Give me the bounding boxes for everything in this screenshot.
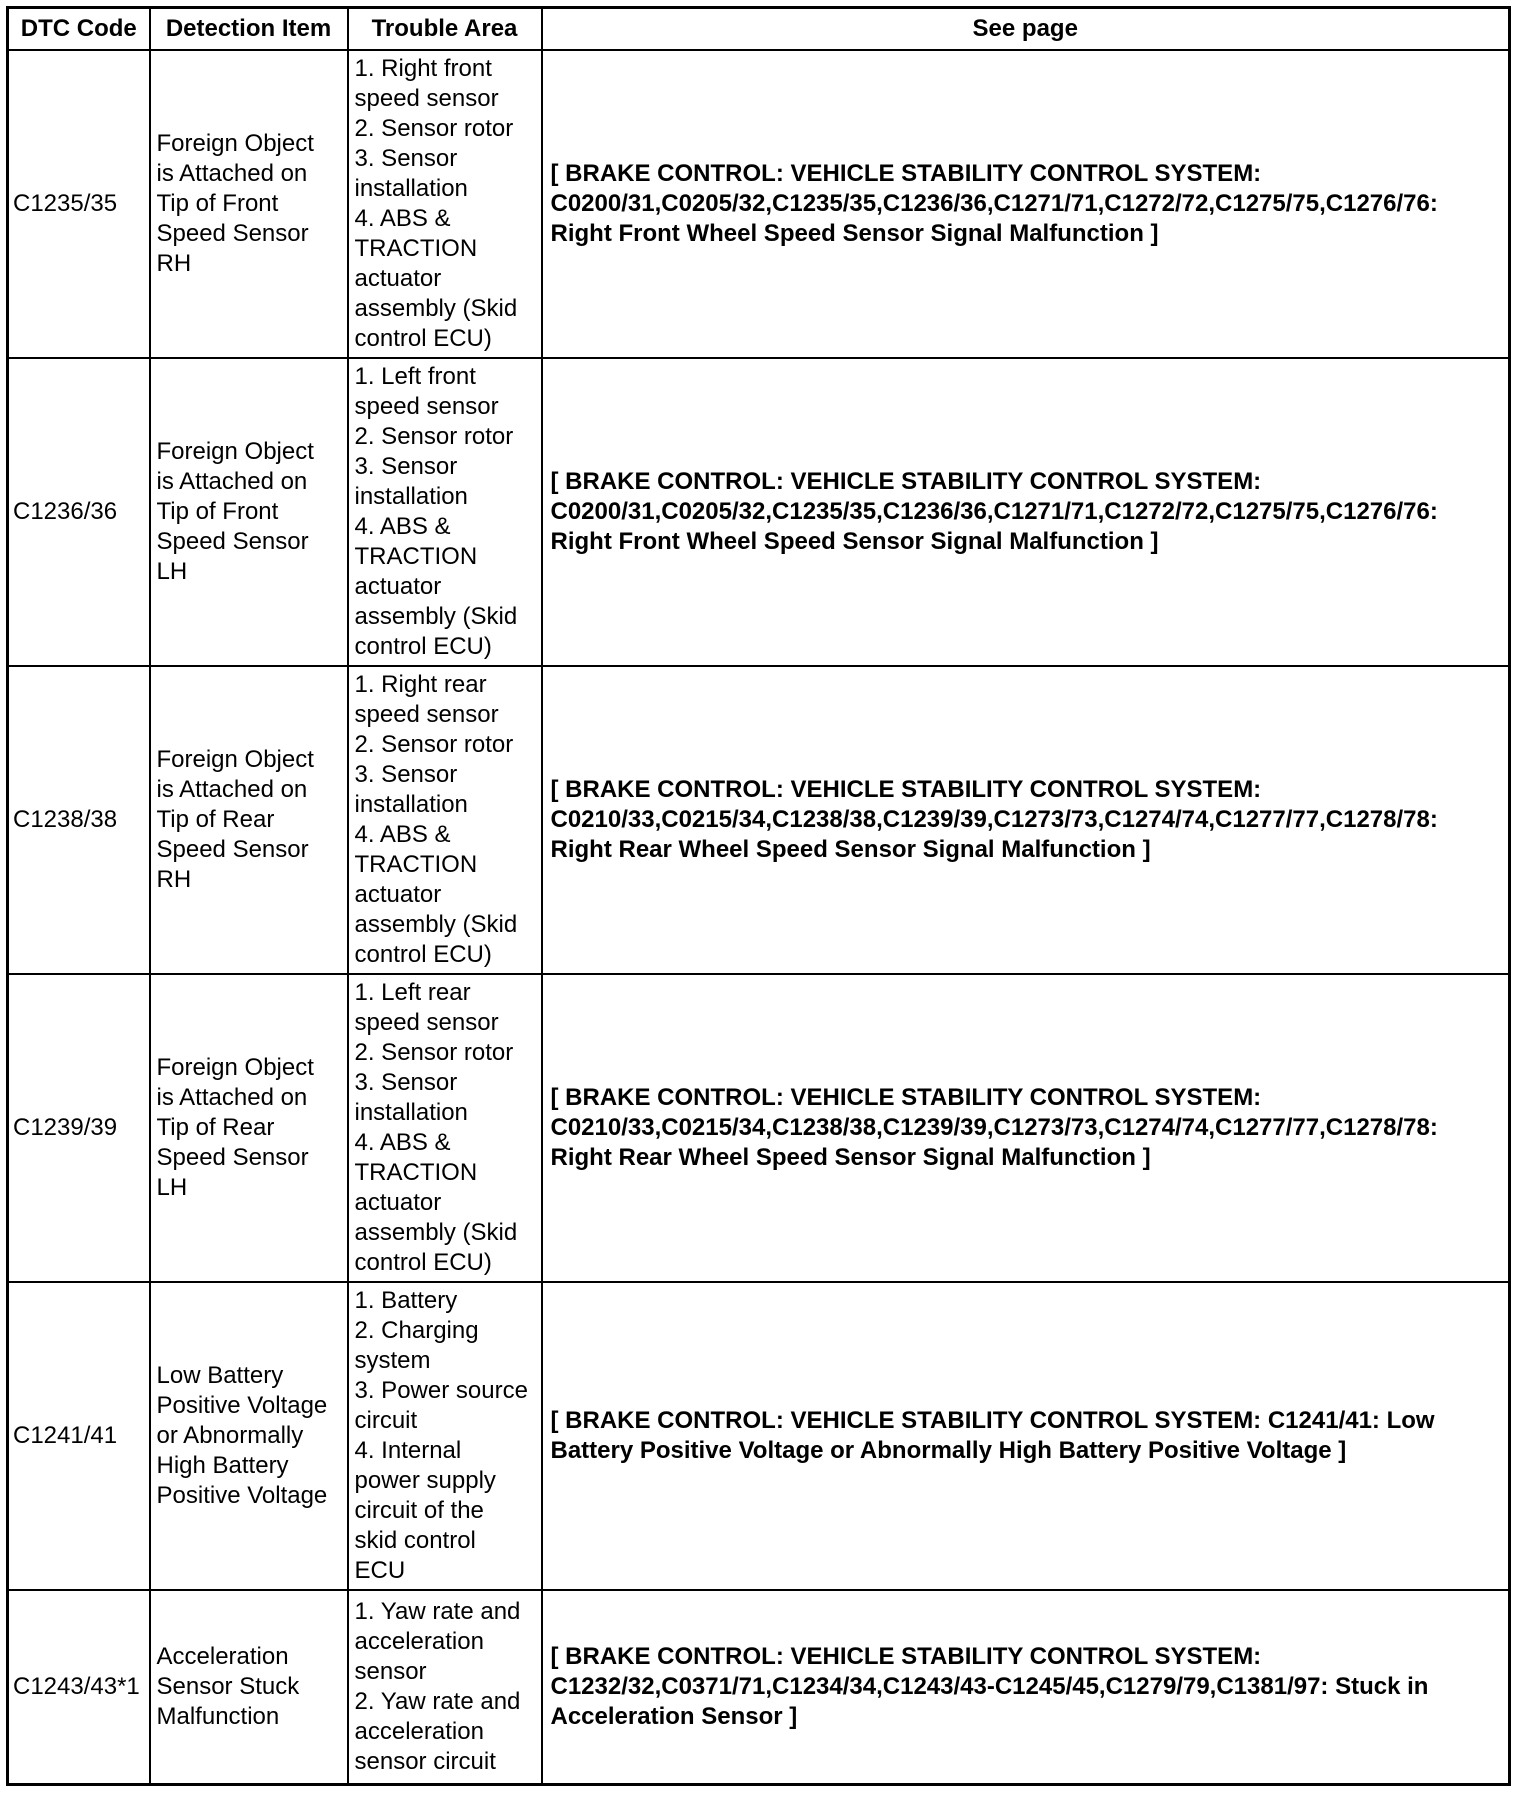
- trouble-line: 2. Sensor rotor: [354, 115, 514, 142]
- table-row: [8, 358, 1510, 666]
- see-page-line: C0200/31,C0205/32,C1235/35,C1236/36,C1271/71,C1272/72,C1275/75,C1276/76:: [550, 190, 1438, 217]
- table-row: [8, 1282, 1510, 1590]
- header-dtc-code: DTC Code: [8, 8, 150, 51]
- header-trouble-area: Trouble Area: [348, 8, 542, 51]
- trouble-line: 3. Sensor: [354, 145, 458, 172]
- trouble-area-cell: [348, 666, 542, 974]
- trouble-area-cell: [348, 358, 542, 666]
- trouble-line: speed sensor: [354, 393, 499, 420]
- see-page-line: C0210/33,C0215/34,C1238/38,C1239/39,C1273/73,C1274/74,C1277/77,C1278/78:: [550, 806, 1438, 833]
- detection-line: Tip of Rear: [156, 1114, 275, 1141]
- detection-line: is Attached on: [156, 160, 308, 187]
- dtc-code-cell: C1236/36: [8, 358, 150, 666]
- trouble-line: sensor circuit: [354, 1748, 496, 1775]
- dtc-code-cell: C1238/38: [8, 666, 150, 974]
- trouble-line: 2. Yaw rate and: [354, 1688, 521, 1715]
- trouble-line: control ECU): [354, 633, 492, 660]
- trouble-line: TRACTION: [354, 543, 478, 570]
- trouble-line: actuator: [354, 1189, 442, 1216]
- trouble-line: 2. Sensor rotor: [354, 423, 514, 450]
- detection-line: Speed Sensor: [156, 836, 309, 863]
- trouble-line: installation: [354, 483, 468, 510]
- detection-line: LH: [156, 1174, 188, 1201]
- trouble-line: 2. Sensor rotor: [354, 731, 514, 758]
- see-page-line: [ BRAKE CONTROL: VEHICLE STABILITY CONTROL SYSTEM: C1241/41: Low: [550, 1407, 1435, 1434]
- detection-line: Foreign Object: [156, 438, 314, 465]
- see-page-line: Battery Positive Voltage or Abnormally High Battery Positive Voltage ]: [550, 1437, 1347, 1464]
- header-detection-item: Detection Item: [150, 8, 348, 51]
- detection-item-cell: [150, 1282, 348, 1590]
- detection-item-cell: [150, 666, 348, 974]
- detection-line: Tip of Front: [156, 190, 279, 217]
- trouble-line: TRACTION: [354, 851, 478, 878]
- dtc-code-cell: C1239/39: [8, 974, 150, 1282]
- trouble-line: speed sensor: [354, 85, 499, 112]
- trouble-line: speed sensor: [354, 701, 499, 728]
- trouble-line: installation: [354, 175, 468, 202]
- trouble-line: assembly (Skid: [354, 1219, 518, 1246]
- see-page-line: Right Front Wheel Speed Sensor Signal Malfunction ]: [550, 220, 1159, 247]
- detection-line: RH: [156, 250, 192, 277]
- see-page-line: [ BRAKE CONTROL: VEHICLE STABILITY CONTROL SYSTEM:: [550, 160, 1262, 187]
- trouble-line: assembly (Skid: [354, 603, 518, 630]
- detection-line: Tip of Rear: [156, 806, 275, 833]
- detection-item-cell: [150, 358, 348, 666]
- trouble-line: 4. ABS &: [354, 513, 451, 540]
- detection-line: Low Battery: [156, 1362, 284, 1389]
- detection-line: Speed Sensor: [156, 1144, 309, 1171]
- trouble-line: installation: [354, 791, 468, 818]
- detection-item-cell: [150, 50, 348, 358]
- table-row: [8, 666, 1510, 974]
- trouble-line: TRACTION: [354, 235, 478, 262]
- see-page-link[interactable]: [542, 358, 1510, 666]
- trouble-line: 1. Left rear: [354, 979, 471, 1006]
- trouble-line: 4. ABS &: [354, 821, 451, 848]
- table-row: [8, 974, 1510, 1282]
- table-row: [8, 50, 1510, 358]
- see-page-line: [ BRAKE CONTROL: VEHICLE STABILITY CONTROL SYSTEM:: [550, 468, 1262, 495]
- detection-line: Positive Voltage: [156, 1392, 328, 1419]
- detection-line: Foreign Object: [156, 746, 314, 773]
- trouble-line: sensor: [354, 1658, 427, 1685]
- detection-line: RH: [156, 866, 192, 893]
- see-page-link[interactable]: [542, 1282, 1510, 1590]
- trouble-line: speed sensor: [354, 1009, 499, 1036]
- trouble-line: actuator: [354, 265, 442, 292]
- trouble-line: actuator: [354, 881, 442, 908]
- table-row: [8, 1590, 1510, 1785]
- trouble-line: 2. Charging: [354, 1317, 479, 1344]
- see-page-line: Right Rear Wheel Speed Sensor Signal Malfunction ]: [550, 836, 1151, 863]
- trouble-line: ECU: [354, 1557, 406, 1584]
- see-page-line: [ BRAKE CONTROL: VEHICLE STABILITY CONTROL SYSTEM:: [550, 776, 1262, 803]
- detection-line: Foreign Object: [156, 130, 314, 157]
- dtc-table: [6, 6, 1511, 1786]
- trouble-line: 1. Battery: [354, 1287, 458, 1314]
- trouble-line: assembly (Skid: [354, 911, 518, 938]
- see-page-line: Right Front Wheel Speed Sensor Signal Malfunction ]: [550, 528, 1159, 555]
- trouble-line: circuit: [354, 1407, 418, 1434]
- detection-line: Speed Sensor: [156, 220, 309, 247]
- trouble-line: acceleration: [354, 1718, 484, 1745]
- trouble-line: 3. Sensor: [354, 761, 458, 788]
- trouble-line: 2. Sensor rotor: [354, 1039, 514, 1066]
- trouble-line: 4. ABS &: [354, 1129, 451, 1156]
- see-page-line: C0210/33,C0215/34,C1238/38,C1239/39,C1273/73,C1274/74,C1277/77,C1278/78:: [550, 1114, 1438, 1141]
- trouble-area-cell: [348, 974, 542, 1282]
- trouble-line: control ECU): [354, 325, 492, 352]
- detection-line: High Battery: [156, 1452, 289, 1479]
- trouble-line: power supply: [354, 1467, 496, 1494]
- detection-line: Tip of Front: [156, 498, 279, 525]
- trouble-line: assembly (Skid: [354, 295, 518, 322]
- see-page-line: C1232/32,C0371/71,C1234/34,C1243/43-C1245/45,C1279/79,C1381/97: Stuck in: [550, 1673, 1429, 1700]
- detection-line: Foreign Object: [156, 1054, 314, 1081]
- trouble-line: 3. Sensor: [354, 453, 458, 480]
- see-page-link[interactable]: [542, 50, 1510, 358]
- trouble-line: 3. Sensor: [354, 1069, 458, 1096]
- detection-line: or Abnormally: [156, 1422, 304, 1449]
- trouble-line: installation: [354, 1099, 468, 1126]
- detection-line: is Attached on: [156, 776, 308, 803]
- trouble-line: 1. Yaw rate and: [354, 1598, 521, 1625]
- trouble-line: system: [354, 1347, 431, 1374]
- see-page-line: C0200/31,C0205/32,C1235/35,C1236/36,C1271/71,C1272/72,C1275/75,C1276/76:: [550, 498, 1438, 525]
- trouble-line: 4. Internal: [354, 1437, 462, 1464]
- trouble-area-cell: [348, 1590, 542, 1785]
- trouble-area-cell: [348, 1282, 542, 1590]
- trouble-line: actuator: [354, 573, 442, 600]
- trouble-line: 1. Left front: [354, 363, 476, 390]
- dtc-code-cell: C1235/35: [8, 50, 150, 358]
- see-page-link[interactable]: [542, 1590, 1510, 1785]
- trouble-line: skid control: [354, 1527, 476, 1554]
- detection-line: Speed Sensor: [156, 528, 309, 555]
- trouble-line: 4. ABS &: [354, 205, 451, 232]
- see-page-link[interactable]: [542, 666, 1510, 974]
- see-page-link[interactable]: [542, 974, 1510, 1282]
- detection-line: is Attached on: [156, 1084, 308, 1111]
- detection-line: Malfunction: [156, 1703, 280, 1730]
- detection-line: Acceleration: [156, 1643, 289, 1670]
- trouble-line: 1. Right front: [354, 55, 492, 82]
- detection-item-cell: [150, 1590, 348, 1785]
- header-see-page: See page: [542, 8, 1510, 51]
- detection-line: Positive Voltage: [156, 1482, 328, 1509]
- see-page-line: Acceleration Sensor ]: [550, 1703, 798, 1730]
- trouble-line: 3. Power source: [354, 1377, 528, 1404]
- see-page-line: [ BRAKE CONTROL: VEHICLE STABILITY CONTROL SYSTEM:: [550, 1084, 1262, 1111]
- trouble-line: 1. Right rear: [354, 671, 487, 698]
- see-page-line: [ BRAKE CONTROL: VEHICLE STABILITY CONTROL SYSTEM:: [550, 1643, 1262, 1670]
- trouble-line: control ECU): [354, 941, 492, 968]
- detection-line: is Attached on: [156, 468, 308, 495]
- trouble-area-cell: [348, 50, 542, 358]
- detection-item-cell: [150, 974, 348, 1282]
- header-row: [8, 8, 1510, 51]
- trouble-line: circuit of the: [354, 1497, 484, 1524]
- detection-line: Sensor Stuck: [156, 1673, 300, 1700]
- trouble-line: control ECU): [354, 1249, 492, 1276]
- dtc-code-cell: C1243/43*1: [8, 1590, 150, 1785]
- see-page-line: Right Rear Wheel Speed Sensor Signal Malfunction ]: [550, 1144, 1151, 1171]
- trouble-line: TRACTION: [354, 1159, 478, 1186]
- detection-line: LH: [156, 558, 188, 585]
- dtc-code-cell: C1241/41: [8, 1282, 150, 1590]
- trouble-line: acceleration: [354, 1628, 484, 1655]
